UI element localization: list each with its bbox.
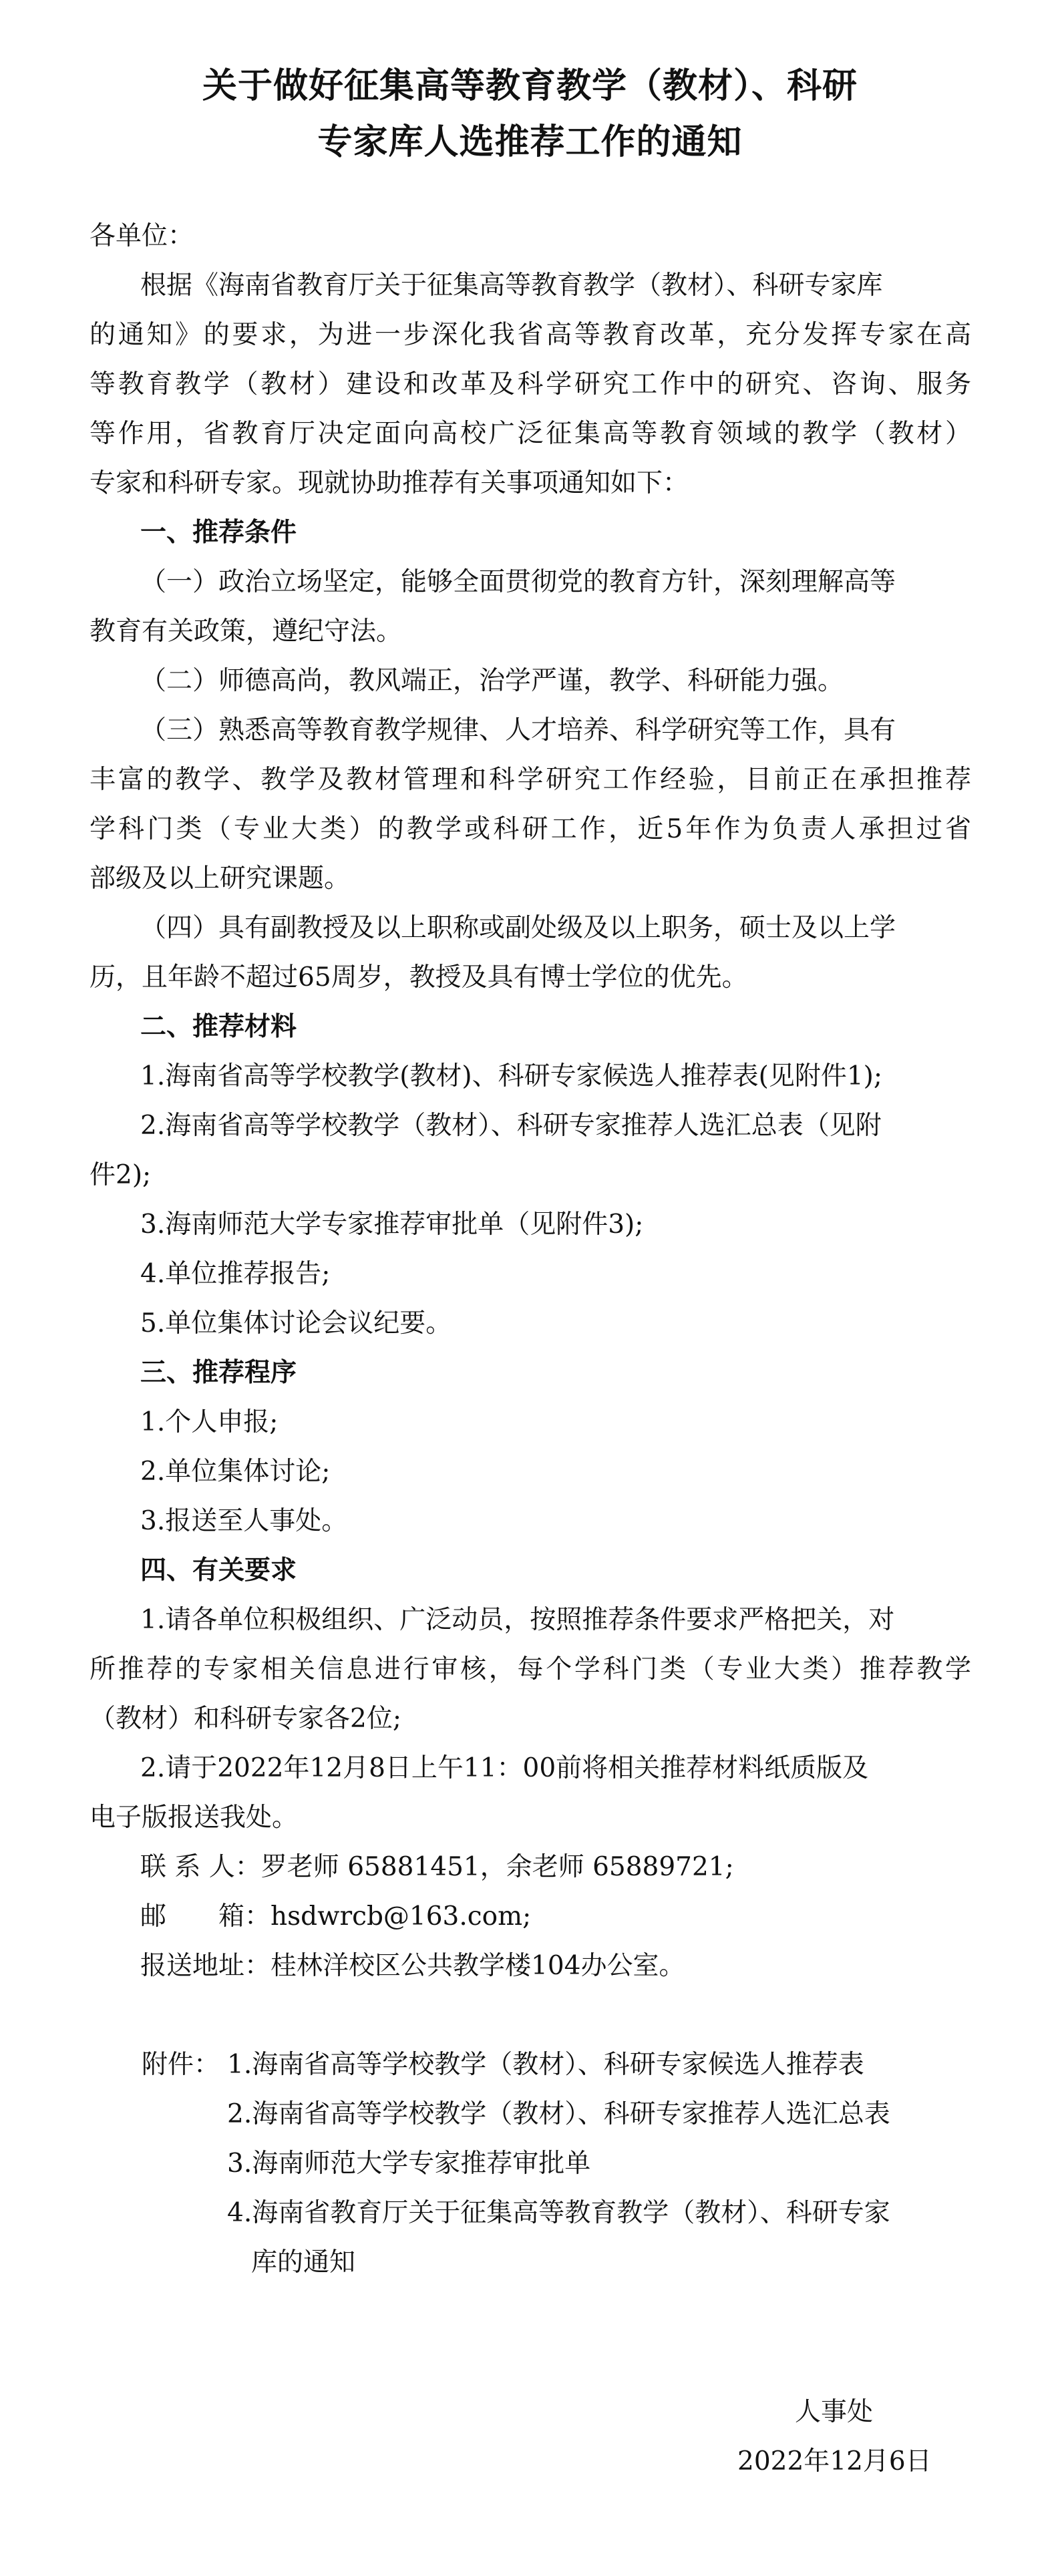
submission-address: 报送地址：桂林洋校区公共教学楼104办公室。 <box>140 1951 685 1981</box>
material-2-line-1: 2.海南省高等学校教学（教材）、科研专家推荐人选汇总表（见附 <box>140 1111 882 1141</box>
requirement-1-line-2: 所推荐的专家相关信息进行审核，每个学科门类（专业大类）推荐教学 <box>90 1654 971 1684</box>
condition-1-line-1: （一）政治立场坚定，能够全面贯彻党的教育方针，深刻理解高等 <box>140 567 896 597</box>
section-heading-materials: 二、推荐材料 <box>140 1012 297 1042</box>
material-3: 3.海南师范大学专家推荐审批单（见附件3); <box>140 1210 644 1240</box>
contact-email: 邮 箱：hsdwrcb@163.com; <box>140 1901 532 1931</box>
title-line-1: 关于做好征集高等教育教学（教材）、科研 <box>202 65 858 106</box>
material-5: 5.单位集体讨论会议纪要。 <box>140 1308 452 1338</box>
condition-4-line-2: 历，且年龄不超过65周岁，教授及具有博士学位的优先。 <box>90 962 748 992</box>
intro-line-3: 等教育教学（教材）建设和改革及科学研究工作中的研究、咨询、服务 <box>90 369 971 399</box>
requirement-1-line-1: 1.请各单位积极组织、广泛动员，按照推荐条件要求严格把关，对 <box>140 1605 895 1635</box>
condition-1-line-2: 教育有关政策，遵纪守法。 <box>90 616 403 647</box>
condition-3-line-1: （三）熟悉高等教育教学规律、人才培养、科学研究等工作，具有 <box>140 715 896 745</box>
material-2-line-2: 件2); <box>90 1160 152 1190</box>
section-heading-requirements: 四、有关要求 <box>140 1555 297 1586</box>
condition-3-line-4: 部级及以上研究课题。 <box>90 864 351 894</box>
attachment-2: 2.海南省高等学校教学（教材）、科研专家推荐人选汇总表 <box>227 2099 890 2129</box>
requirement-2-line-2: 电子版报送我处。 <box>90 1803 299 1833</box>
material-4: 4.单位推荐报告; <box>140 1259 331 1289</box>
issue-date: 2022年12月6日 <box>737 2446 932 2476</box>
section-heading-conditions: 一、推荐条件 <box>140 518 297 548</box>
attachment-1: 1.海南省高等学校教学（教材）、科研专家候选人推荐表 <box>227 2050 864 2080</box>
procedure-1: 1.个人申报; <box>140 1407 279 1437</box>
intro-line-4: 等作用，省教育厅决定面向高校广泛征集高等教育领域的教学（教材） <box>90 419 971 449</box>
section-heading-procedure: 三、推荐程序 <box>140 1358 297 1388</box>
requirement-2-line-1: 2.请于2022年12月8日上午11：00前将相关推荐材料纸质版及 <box>140 1753 869 1783</box>
procedure-2: 2.单位集体讨论; <box>140 1457 331 1487</box>
material-1: 1.海南省高等学校教学(教材)、科研专家候选人推荐表(见附件1); <box>140 1061 883 1091</box>
attachment-4-line-2: 库的通知 <box>251 2247 356 2277</box>
issuing-department: 人事处 <box>795 2397 874 2427</box>
condition-3-line-2: 丰富的教学、教学及教材管理和科学研究工作经验，目前正在承担推荐 <box>90 765 971 795</box>
requirement-1-line-3: （教材）和科研专家各2位; <box>90 1704 401 1734</box>
intro-line-5: 专家和科研专家。现就协助推荐有关事项通知如下： <box>90 468 689 498</box>
title-line-2: 专家库人选推荐工作的通知 <box>317 122 743 162</box>
attachments-label: 附件： <box>142 2050 220 2080</box>
condition-3-line-3: 学科门类（专业大类）的教学或科研工作，近5年作为负责人承担过省 <box>90 814 971 844</box>
salutation: 各单位： <box>90 221 194 251</box>
condition-4-line-1: （四）具有副教授及以上职称或副处级及以上职务，硕士及以上学 <box>140 913 896 943</box>
condition-2: （二）师德高尚，教风端正，治学严谨，教学、科研能力强。 <box>140 666 844 696</box>
procedure-3: 3.报送至人事处。 <box>140 1506 348 1536</box>
intro-line-2: 的通知》的要求，为进一步深化我省高等教育改革，充分发挥专家在高 <box>90 320 971 350</box>
attachment-3: 3.海南师范大学专家推荐审批单 <box>227 2149 591 2179</box>
attachment-4-line-1: 4.海南省教育厅关于征集高等教育教学（教材）、科研专家 <box>227 2198 890 2228</box>
intro-line-1: 根据《海南省教育厅关于征集高等教育教学（教材）、科研专家库 <box>140 270 883 301</box>
contact-person: 联 系 人：罗老师 65881451，余老师 65889721; <box>140 1852 734 1882</box>
